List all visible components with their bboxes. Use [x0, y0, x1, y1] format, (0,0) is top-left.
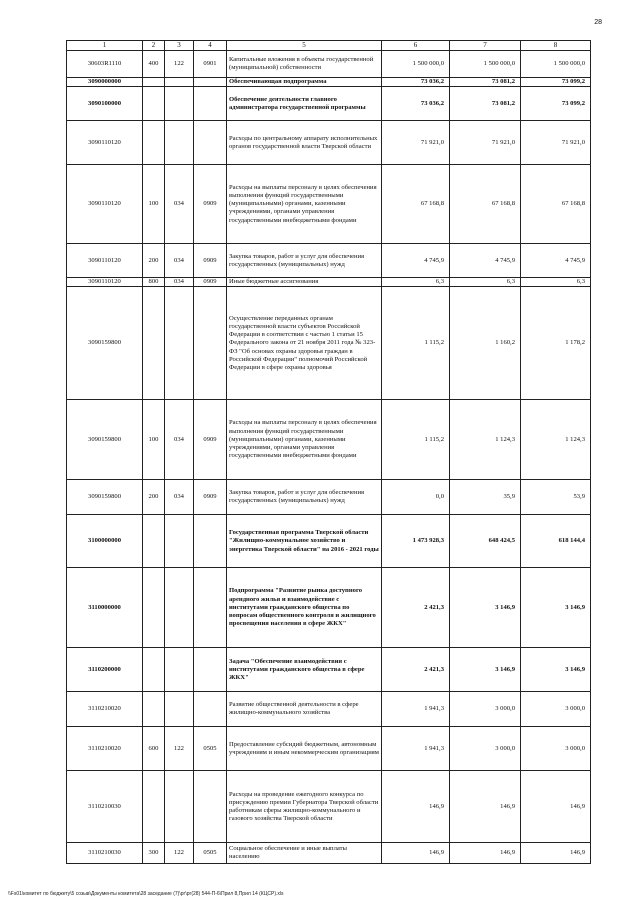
- kvr-cell: [143, 287, 165, 400]
- value-2021-cell: 73 099,2: [521, 78, 591, 87]
- value-2021-cell: 3 000,0: [521, 727, 591, 771]
- kvsr-cell: [165, 87, 194, 121]
- value-2020-cell: 3 146,9: [450, 568, 521, 648]
- kvr-cell: 200: [143, 480, 165, 515]
- value-2021-cell: 3 146,9: [521, 568, 591, 648]
- code-cell: 3090159800: [67, 287, 143, 400]
- page-number: 28: [594, 19, 602, 26]
- value-2021-cell: 53,9: [521, 480, 591, 515]
- table-row: [67, 515, 591, 568]
- value-2019-cell: 1 500 000,0: [382, 51, 450, 78]
- value-2020-cell: 1 124,3: [450, 400, 521, 480]
- name-cell: Задача "Обеспечение взаимодействия с институтами гражданского общества в сфере ЖКХ": [227, 648, 382, 692]
- value-2019-cell: 1 115,2: [382, 400, 450, 480]
- value-2020-cell: 146,9: [450, 843, 521, 864]
- column-header: 8: [521, 41, 591, 51]
- value-2021-cell: 1 124,3: [521, 400, 591, 480]
- kvr-cell: [143, 87, 165, 121]
- column-header: 3: [165, 41, 194, 51]
- name-cell: Государственная программа Тверской области "Жилищно-коммунальное хозяйство и энергетика Тверской области" на 2016 - 2021 годы: [227, 515, 382, 568]
- kvsr-cell: 122: [165, 727, 194, 771]
- value-2019-cell: 2 421,3: [382, 568, 450, 648]
- code-cell: 3090110120: [67, 165, 143, 244]
- table-row: [67, 843, 591, 864]
- value-2020-cell: 1 160,2: [450, 287, 521, 400]
- value-2019-cell: 1 115,2: [382, 287, 450, 400]
- rz-cell: [194, 648, 227, 692]
- kvsr-cell: 122: [165, 51, 194, 78]
- rz-cell: [194, 287, 227, 400]
- code-cell: 3110210020: [67, 727, 143, 771]
- value-2020-cell: 6,3: [450, 278, 521, 287]
- rz-cell: 0505: [194, 843, 227, 864]
- table-row: [67, 51, 591, 78]
- kvr-cell: 300: [143, 843, 165, 864]
- value-2020-cell: 73 081,2: [450, 87, 521, 121]
- value-2021-cell: 71 921,0: [521, 121, 591, 165]
- name-cell: Подпрограмма "Развитие рынка доступного арендного жилья и взаимодействие с институтами гражданского общества по вопросам общественного контроля и жилищного просвещения населения в сфере ЖКХ": [227, 568, 382, 648]
- value-2019-cell: 1 941,3: [382, 692, 450, 727]
- rz-cell: 0909: [194, 400, 227, 480]
- value-2020-cell: 3 000,0: [450, 692, 521, 727]
- kvsr-cell: [165, 771, 194, 843]
- kvr-cell: [143, 121, 165, 165]
- kvr-cell: [143, 648, 165, 692]
- rz-cell: 0505: [194, 727, 227, 771]
- kvsr-cell: [165, 568, 194, 648]
- code-cell: 3110210020: [67, 692, 143, 727]
- value-2020-cell: 648 424,5: [450, 515, 521, 568]
- file-path-footer: \\Fs01\комитет по бюджету\5 созыв\Документы комитета\28 заседание (7)\рг\рг(28) 544-П-6\Прил 8,Прил 14 (КЦСР).xls: [8, 891, 284, 897]
- value-2019-cell: 146,9: [382, 843, 450, 864]
- kvsr-cell: 034: [165, 480, 194, 515]
- code-cell: 3090110120: [67, 244, 143, 278]
- kvsr-cell: [165, 692, 194, 727]
- name-cell: Обеспечивающая подпрограмма: [227, 78, 382, 87]
- value-2021-cell: 67 168,8: [521, 165, 591, 244]
- value-2020-cell: 35,9: [450, 480, 521, 515]
- kvsr-cell: 034: [165, 278, 194, 287]
- rz-cell: [194, 78, 227, 87]
- name-cell: Капитальные вложения в объекты государственной (муниципальной) собственности: [227, 51, 382, 78]
- name-cell: Расходы по центральному аппарату исполнительных органов государственной власти Тверской области: [227, 121, 382, 165]
- name-cell: Расходы на проведение ежегодного конкурса по присуждению премии Губернатора Тверской области работникам сферы жилищно-коммунального и газового хозяйства Тверской области: [227, 771, 382, 843]
- rz-cell: 0909: [194, 244, 227, 278]
- value-2020-cell: 1 500 000,0: [450, 51, 521, 78]
- code-cell: 3100000000: [67, 515, 143, 568]
- code-cell: 3090110120: [67, 121, 143, 165]
- name-cell: Обеспечение деятельности главного администратора государственной программы: [227, 87, 382, 121]
- kvsr-cell: 034: [165, 400, 194, 480]
- value-2019-cell: 73 036,2: [382, 87, 450, 121]
- kvr-cell: 400: [143, 51, 165, 78]
- value-2019-cell: 1 473 928,3: [382, 515, 450, 568]
- kvr-cell: 100: [143, 400, 165, 480]
- kvr-cell: [143, 515, 165, 568]
- rz-cell: [194, 87, 227, 121]
- value-2019-cell: 2 421,3: [382, 648, 450, 692]
- table-row: [67, 568, 591, 648]
- kvr-cell: [143, 568, 165, 648]
- value-2021-cell: 4 745,9: [521, 244, 591, 278]
- value-2019-cell: 4 745,9: [382, 244, 450, 278]
- kvr-cell: [143, 771, 165, 843]
- header-row: [67, 41, 591, 51]
- table-row: [67, 87, 591, 121]
- table-row: [67, 287, 591, 400]
- column-header: 5: [227, 41, 382, 51]
- rz-cell: [194, 121, 227, 165]
- kvr-cell: 200: [143, 244, 165, 278]
- table-row: [67, 165, 591, 244]
- budget-table: [66, 40, 591, 864]
- name-cell: Иные бюджетные ассигнования: [227, 278, 382, 287]
- value-2021-cell: 1 500 000,0: [521, 51, 591, 78]
- kvr-cell: 800: [143, 278, 165, 287]
- table-row: [67, 400, 591, 480]
- code-cell: 3110210030: [67, 771, 143, 843]
- code-cell: 30603R1110: [67, 51, 143, 78]
- value-2021-cell: 73 099,2: [521, 87, 591, 121]
- value-2021-cell: 3 000,0: [521, 692, 591, 727]
- kvr-cell: [143, 78, 165, 87]
- value-2019-cell: 71 921,0: [382, 121, 450, 165]
- rz-cell: 0909: [194, 480, 227, 515]
- code-cell: 3110200000: [67, 648, 143, 692]
- kvsr-cell: [165, 78, 194, 87]
- value-2020-cell: 3 000,0: [450, 727, 521, 771]
- kvr-cell: [143, 692, 165, 727]
- rz-cell: 0909: [194, 278, 227, 287]
- code-cell: 3090159800: [67, 480, 143, 515]
- kvsr-cell: [165, 287, 194, 400]
- kvsr-cell: [165, 648, 194, 692]
- rz-cell: [194, 568, 227, 648]
- value-2021-cell: 3 146,9: [521, 648, 591, 692]
- rz-cell: 0909: [194, 165, 227, 244]
- code-cell: 3090000000: [67, 78, 143, 87]
- value-2020-cell: 4 745,9: [450, 244, 521, 278]
- value-2020-cell: 71 921,0: [450, 121, 521, 165]
- value-2019-cell: 0,0: [382, 480, 450, 515]
- kvr-cell: 100: [143, 165, 165, 244]
- value-2021-cell: 146,9: [521, 771, 591, 843]
- code-cell: 3090100000: [67, 87, 143, 121]
- name-cell: Расходы на выплаты персоналу в целях обеспечения выполнения функций государственными (муниципальными) органами, казенными учреждениями, органами управления государственными внебюджетными фондами: [227, 400, 382, 480]
- value-2020-cell: 73 081,2: [450, 78, 521, 87]
- value-2021-cell: 146,9: [521, 843, 591, 864]
- code-cell: 3090159800: [67, 400, 143, 480]
- kvsr-cell: 122: [165, 843, 194, 864]
- value-2019-cell: 6,3: [382, 278, 450, 287]
- name-cell: Расходы на выплаты персоналу в целях обеспечения выполнения функций государственными (муниципальными) органами, казенными учреждениями, органами управления государственными внебюджетными фондами: [227, 165, 382, 244]
- table-row: [67, 278, 591, 287]
- value-2020-cell: 3 146,9: [450, 648, 521, 692]
- table-row: [67, 121, 591, 165]
- value-2019-cell: 1 941,3: [382, 727, 450, 771]
- value-2020-cell: 146,9: [450, 771, 521, 843]
- table-row: [67, 771, 591, 843]
- table-row: [67, 727, 591, 771]
- code-cell: 3110210030: [67, 843, 143, 864]
- column-header: 1: [67, 41, 143, 51]
- value-2021-cell: 618 144,4: [521, 515, 591, 568]
- value-2019-cell: 146,9: [382, 771, 450, 843]
- kvr-cell: 600: [143, 727, 165, 771]
- code-cell: 3090110120: [67, 278, 143, 287]
- name-cell: Предоставление субсидий бюджетным, автономным учреждениям и иным некоммерческим организациям: [227, 727, 382, 771]
- table-row: [67, 244, 591, 278]
- kvsr-cell: 034: [165, 165, 194, 244]
- column-header: 7: [450, 41, 521, 51]
- rz-cell: [194, 692, 227, 727]
- table-row: [67, 692, 591, 727]
- name-cell: Социальное обеспечение и иные выплаты населению: [227, 843, 382, 864]
- table-row: [67, 78, 591, 87]
- column-header: 2: [143, 41, 165, 51]
- rz-cell: [194, 771, 227, 843]
- value-2020-cell: 67 168,8: [450, 165, 521, 244]
- table-row: [67, 648, 591, 692]
- name-cell: Осуществление переданных органам государственной власти субъектов Российской Федерации в соответствии с частью 1 статьи 15 Федерального закона от 21 ноября 2011 года № 323-ФЗ "Об основах охраны здоровья граждан в Российской Федерации" полномочий Российской Федерации в сфере охраны здоровья: [227, 287, 382, 400]
- rz-cell: [194, 515, 227, 568]
- name-cell: Развитие общественной деятельности в сфере жилищно-коммунального хозяйства: [227, 692, 382, 727]
- name-cell: Закупка товаров, работ и услуг для обеспечения государственных (муниципальных) нужд: [227, 480, 382, 515]
- value-2021-cell: 6,3: [521, 278, 591, 287]
- value-2019-cell: 73 036,2: [382, 78, 450, 87]
- rz-cell: 0901: [194, 51, 227, 78]
- code-cell: 3110000000: [67, 568, 143, 648]
- table-body: [67, 41, 591, 864]
- value-2019-cell: 67 168,8: [382, 165, 450, 244]
- kvsr-cell: 034: [165, 244, 194, 278]
- column-header: 4: [194, 41, 227, 51]
- column-header: 6: [382, 41, 450, 51]
- kvsr-cell: [165, 515, 194, 568]
- table-row: [67, 480, 591, 515]
- name-cell: Закупка товаров, работ и услуг для обеспечения государственных (муниципальных) нужд: [227, 244, 382, 278]
- value-2021-cell: 1 178,2: [521, 287, 591, 400]
- kvsr-cell: [165, 121, 194, 165]
